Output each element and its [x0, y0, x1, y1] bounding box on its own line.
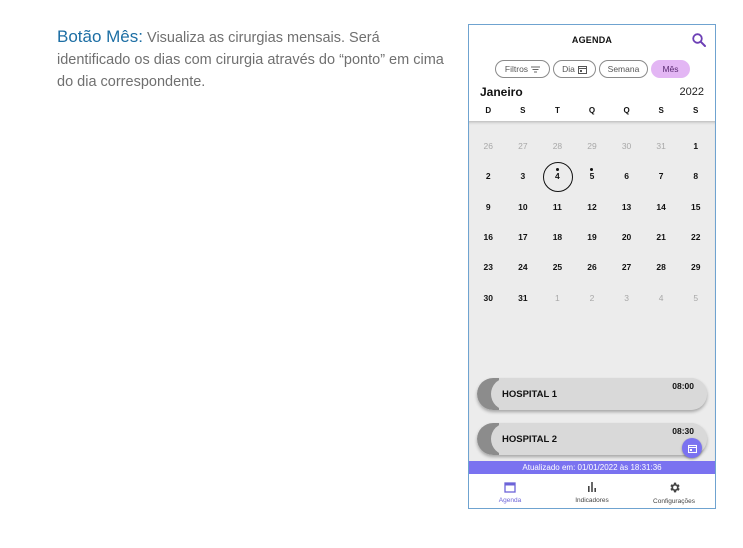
calendar-day-number: 14: [656, 201, 666, 212]
calendar-day[interactable]: [644, 222, 679, 252]
weekday-label: T: [554, 106, 560, 115]
calendar-day[interactable]: [540, 131, 575, 161]
calendar-day-number: 10: [518, 201, 528, 212]
appointment-card[interactable]: [477, 378, 707, 410]
bar-chart-icon: [586, 481, 598, 493]
calendar-day-number: 28: [656, 262, 666, 273]
calendar-day[interactable]: [506, 131, 541, 161]
calendar-panel: [469, 121, 715, 466]
appointment-hospital: HOSPITAL 1: [502, 389, 558, 400]
filtros-button[interactable]: [495, 60, 550, 78]
page-title: AGENDA: [571, 35, 613, 45]
nav-configuracoes[interactable]: [633, 474, 715, 508]
calendar-day[interactable]: [678, 282, 713, 312]
calendar-grid: [471, 131, 713, 313]
calendar-day-number: 23: [483, 262, 494, 273]
calendar-day[interactable]: [609, 131, 644, 161]
calendar-day-number: 3: [624, 292, 629, 303]
weekday-header: [471, 106, 713, 118]
calendar-day-number: 9: [485, 201, 491, 212]
calendar-day[interactable]: [678, 161, 713, 191]
calendar-day[interactable]: [506, 222, 541, 252]
calendar-day-number: 5: [693, 292, 699, 303]
calendar-day[interactable]: [678, 252, 713, 282]
calendar-day[interactable]: [609, 252, 644, 282]
nav-agenda[interactable]: [469, 474, 551, 508]
calendar-day[interactable]: [471, 252, 506, 282]
calendar-day-number: 3: [520, 171, 526, 182]
calendar-day-number: 1: [693, 141, 699, 152]
appointment-card[interactable]: [477, 423, 707, 455]
dia-button[interactable]: [553, 60, 596, 78]
calendar-day-number: 27: [621, 262, 632, 273]
calendar-day-number: 19: [587, 232, 597, 243]
phone-screen: [468, 24, 716, 509]
calendar-day[interactable]: [644, 252, 679, 282]
calendar-day-number: 4: [658, 292, 664, 303]
search-icon[interactable]: [691, 32, 707, 48]
calendar-day[interactable]: [575, 282, 610, 312]
calendar-day-number: 30: [483, 292, 494, 303]
calendar-day-number: 26: [587, 262, 597, 273]
weekday-label: Q: [588, 106, 596, 115]
mes-button[interactable]: [651, 60, 690, 78]
calendar-day[interactable]: [506, 282, 541, 312]
calendar-day-number: 4: [555, 171, 560, 182]
calendar-day[interactable]: [575, 252, 610, 282]
calendar-icon: [578, 65, 587, 74]
calendar-day-selected[interactable]: [540, 161, 575, 191]
semana-button[interactable]: [599, 60, 648, 78]
calendar-day-number: 6: [624, 171, 629, 182]
calendar-day[interactable]: [540, 282, 575, 312]
calendar-day[interactable]: [471, 131, 506, 161]
description-text: [57, 26, 457, 93]
calendar-day-number: 21: [656, 232, 666, 243]
calendar-day-number: 31: [656, 141, 666, 152]
calendar-day[interactable]: [609, 222, 644, 252]
calendar-day[interactable]: [471, 222, 506, 252]
calendar-day-number: 13: [621, 201, 632, 212]
filter-icon: [531, 66, 540, 73]
year-label: 2022: [679, 86, 704, 98]
calendar-day-number: 8: [693, 171, 699, 182]
calendar-day[interactable]: [471, 161, 506, 191]
semana-label: Semana: [607, 64, 640, 74]
calendar-day[interactable]: [540, 192, 575, 222]
calendar-day-number: 16: [483, 232, 494, 243]
calendar-day-number: 1: [555, 292, 560, 303]
nav-agenda-label: Agenda: [498, 497, 522, 504]
appointment-hospital: HOSPITAL 2: [502, 434, 558, 445]
calendar-day[interactable]: [644, 161, 679, 191]
weekday-label: S: [520, 106, 526, 115]
weekday-label: D: [485, 106, 492, 115]
description-body: Visualiza as cirurgias mensais. Será identificado os dias com cirurgia através do “ponto” em cima do dia correspondente.: [57, 30, 444, 90]
calendar-day-number: 29: [587, 141, 597, 152]
weekday-label: S: [658, 106, 664, 115]
month-header: [480, 85, 704, 101]
last-updated-banner: Atualizado em: 01/01/2022 às 18:31:36: [469, 461, 715, 474]
calendar-day-number: 12: [587, 201, 597, 212]
calendar-day-number: 20: [621, 232, 632, 243]
weekday-label: Q: [623, 106, 630, 115]
nav-configuracoes-label: Configurações: [653, 498, 695, 505]
calendar-day[interactable]: [506, 161, 541, 191]
calendar-day-number: 17: [518, 232, 528, 243]
appointment-time: 08:30: [672, 426, 694, 436]
gear-icon: [668, 481, 681, 494]
weekday-label: S: [693, 106, 699, 115]
calendar-day[interactable]: [471, 282, 506, 312]
calendar-day-number: 30: [621, 141, 632, 152]
calendar-day[interactable]: [471, 192, 506, 222]
bottom-navigation: [469, 474, 715, 508]
calendar-day[interactable]: [540, 252, 575, 282]
calendar-day-number: 27: [518, 141, 528, 152]
calendar-day-number: 31: [518, 292, 528, 303]
calendar-day-number: 18: [552, 232, 563, 243]
calendar-day-number: 7: [658, 171, 664, 182]
calendar-day[interactable]: [575, 222, 610, 252]
calendar-day[interactable]: [609, 192, 644, 222]
filtros-label: Filtros: [504, 64, 529, 74]
nav-indicadores[interactable]: [551, 474, 633, 508]
calendar-day-number: 25: [552, 262, 563, 273]
calendar-day-number: 29: [690, 262, 701, 273]
calendar-day-number: 22: [690, 232, 701, 243]
month-name: Janeiro: [480, 85, 523, 99]
calendar-day[interactable]: [540, 222, 575, 252]
calendar-day[interactable]: [506, 192, 541, 222]
calendar-icon: [688, 444, 697, 453]
calendar-day[interactable]: [575, 192, 610, 222]
calendar-day[interactable]: [609, 282, 644, 312]
mes-label: Mês: [662, 64, 679, 74]
today-fab-button[interactable]: [682, 438, 702, 458]
calendar-day[interactable]: [678, 131, 713, 161]
calendar-day-number: 5: [589, 171, 595, 182]
calendar-day[interactable]: [678, 192, 713, 222]
calendar-day[interactable]: [644, 131, 679, 161]
calendar-day[interactable]: [575, 131, 610, 161]
calendar-day-number: 2: [485, 171, 491, 182]
view-filter-bar: [495, 60, 690, 78]
app-header: [469, 25, 715, 55]
calendar-day[interactable]: [609, 161, 644, 191]
dia-label: Dia: [562, 64, 575, 74]
calendar-day-number: 26: [483, 141, 494, 152]
calendar-day-number: 11: [552, 201, 562, 212]
calendar-day-number: 24: [518, 262, 528, 273]
appointment-time: 08:00: [672, 381, 694, 391]
calendar-day-number: 28: [552, 141, 563, 152]
calendar-icon: [504, 481, 516, 493]
calendar-day-number: 2: [589, 292, 595, 303]
calendar-day[interactable]: [644, 192, 679, 222]
surgery-indicator-dot: [556, 168, 559, 171]
description-lead: Botão Mês:: [57, 27, 143, 46]
calendar-day[interactable]: [506, 252, 541, 282]
calendar-day[interactable]: [678, 222, 713, 252]
calendar-day[interactable]: [644, 282, 679, 312]
nav-indicadores-label: Indicadores: [575, 497, 609, 504]
calendar-day-number: 15: [690, 201, 701, 212]
calendar-day[interactable]: [575, 161, 610, 191]
